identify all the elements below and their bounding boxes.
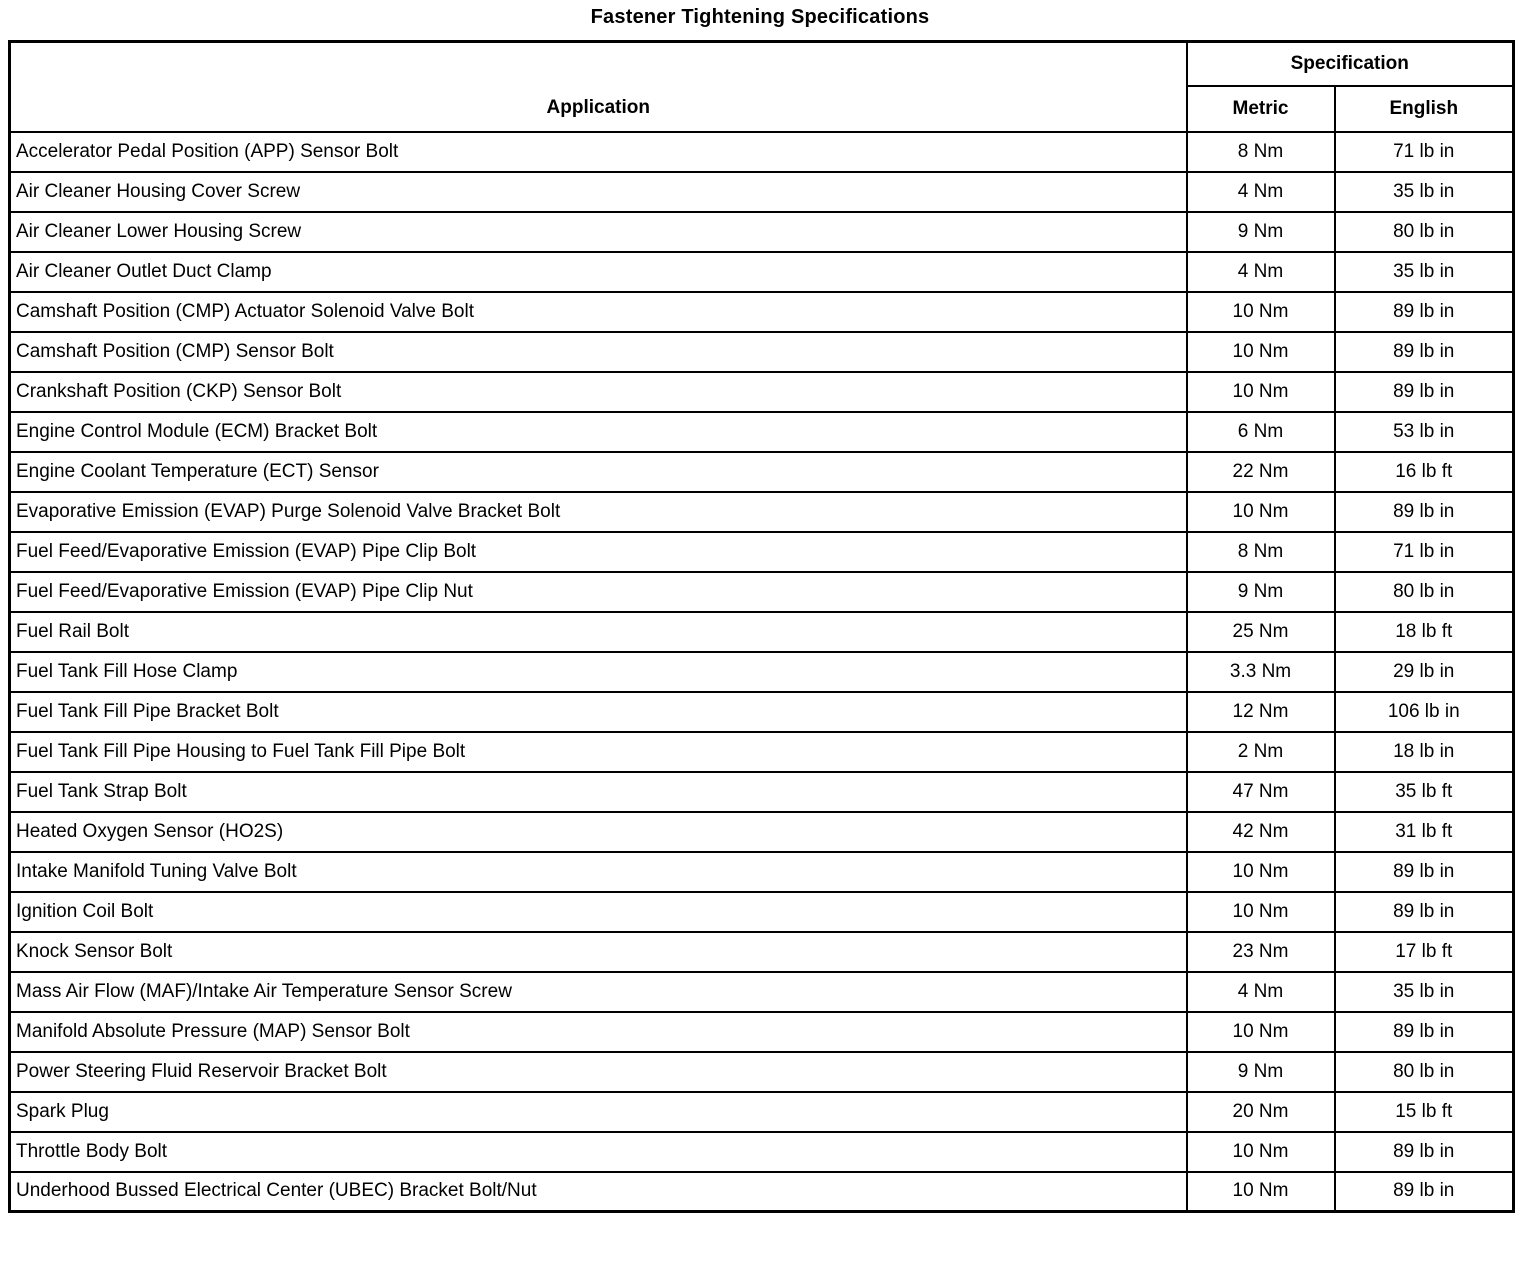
cell-metric: 20 Nm [1187, 1092, 1335, 1132]
cell-application: Engine Coolant Temperature (ECT) Sensor [10, 452, 1187, 492]
table-row [10, 1132, 1514, 1172]
cell-application: Underhood Bussed Electrical Center (UBEC) Bracket Bolt/Nut [10, 1172, 1187, 1212]
cell-english: 89 lb in [1335, 492, 1514, 532]
table-row [10, 812, 1514, 852]
cell-metric: 10 Nm [1187, 492, 1335, 532]
table-row [10, 572, 1514, 612]
table-row [10, 732, 1514, 772]
table-row [10, 932, 1514, 972]
table-row [10, 172, 1514, 212]
cell-application: Crankshaft Position (CKP) Sensor Bolt [10, 372, 1187, 412]
cell-english: 29 lb in [1335, 652, 1514, 692]
cell-application: Camshaft Position (CMP) Actuator Solenoid Valve Bolt [10, 292, 1187, 332]
cell-metric: 10 Nm [1187, 892, 1335, 932]
cell-metric: 12 Nm [1187, 692, 1335, 732]
cell-english: 18 lb ft [1335, 612, 1514, 652]
cell-metric: 25 Nm [1187, 612, 1335, 652]
table-row [10, 1012, 1514, 1052]
table-row [10, 372, 1514, 412]
cell-english: 89 lb in [1335, 1172, 1514, 1212]
cell-application: Intake Manifold Tuning Valve Bolt [10, 852, 1187, 892]
cell-metric: 8 Nm [1187, 132, 1335, 172]
table-row [10, 972, 1514, 1012]
cell-application: Heated Oxygen Sensor (HO2S) [10, 812, 1187, 852]
table-row [10, 652, 1514, 692]
cell-english: 80 lb in [1335, 572, 1514, 612]
cell-application: Fuel Tank Strap Bolt [10, 772, 1187, 812]
cell-metric: 4 Nm [1187, 172, 1335, 212]
header-metric: Metric [1187, 86, 1335, 132]
cell-english: 71 lb in [1335, 132, 1514, 172]
table-row [10, 772, 1514, 812]
table-row [10, 612, 1514, 652]
cell-application: Fuel Feed/Evaporative Emission (EVAP) Pipe Clip Nut [10, 572, 1187, 612]
cell-application: Camshaft Position (CMP) Sensor Bolt [10, 332, 1187, 372]
cell-metric: 4 Nm [1187, 252, 1335, 292]
cell-application: Mass Air Flow (MAF)/Intake Air Temperature Sensor Screw [10, 972, 1187, 1012]
cell-application: Manifold Absolute Pressure (MAP) Sensor Bolt [10, 1012, 1187, 1052]
cell-english: 89 lb in [1335, 892, 1514, 932]
cell-metric: 10 Nm [1187, 1012, 1335, 1052]
cell-english: 89 lb in [1335, 1132, 1514, 1172]
table-row [10, 492, 1514, 532]
table-row [10, 852, 1514, 892]
header-application: Application [10, 42, 1187, 132]
cell-application: Evaporative Emission (EVAP) Purge Solenoid Valve Bracket Bolt [10, 492, 1187, 532]
cell-english: 80 lb in [1335, 212, 1514, 252]
cell-english: 53 lb in [1335, 412, 1514, 452]
table-row [10, 1092, 1514, 1132]
table-row [10, 452, 1514, 492]
cell-english: 89 lb in [1335, 292, 1514, 332]
cell-metric: 23 Nm [1187, 932, 1335, 972]
cell-english: 71 lb in [1335, 532, 1514, 572]
cell-metric: 3.3 Nm [1187, 652, 1335, 692]
header-specification: Specification [1187, 42, 1514, 86]
cell-metric: 10 Nm [1187, 372, 1335, 412]
table-row [10, 292, 1514, 332]
cell-english: 106 lb in [1335, 692, 1514, 732]
table-row [10, 332, 1514, 372]
cell-english: 35 lb in [1335, 172, 1514, 212]
table-row [10, 252, 1514, 292]
cell-english: 15 lb ft [1335, 1092, 1514, 1132]
table-row [10, 1172, 1514, 1212]
cell-metric: 8 Nm [1187, 532, 1335, 572]
table-row [10, 532, 1514, 572]
table-row [10, 892, 1514, 932]
cell-english: 35 lb in [1335, 972, 1514, 1012]
page-title: Fastener Tightening Specifications [590, 6, 930, 28]
cell-metric: 22 Nm [1187, 452, 1335, 492]
cell-english: 89 lb in [1335, 1012, 1514, 1052]
cell-english: 89 lb in [1335, 372, 1514, 412]
cell-english: 35 lb in [1335, 252, 1514, 292]
cell-application: Air Cleaner Lower Housing Screw [10, 212, 1187, 252]
cell-english: 16 lb ft [1335, 452, 1514, 492]
cell-metric: 9 Nm [1187, 212, 1335, 252]
table-row [10, 212, 1514, 252]
cell-english: 89 lb in [1335, 852, 1514, 892]
header-english: English [1335, 86, 1514, 132]
table-row [10, 132, 1514, 172]
cell-application: Fuel Tank Fill Hose Clamp [10, 652, 1187, 692]
cell-application: Engine Control Module (ECM) Bracket Bolt [10, 412, 1187, 452]
cell-application: Power Steering Fluid Reservoir Bracket Bolt [10, 1052, 1187, 1092]
cell-english: 31 lb ft [1335, 812, 1514, 852]
cell-metric: 47 Nm [1187, 772, 1335, 812]
cell-metric: 10 Nm [1187, 1172, 1335, 1212]
table-body [10, 132, 1514, 1212]
cell-metric: 4 Nm [1187, 972, 1335, 1012]
cell-application: Fuel Rail Bolt [10, 612, 1187, 652]
cell-application: Spark Plug [10, 1092, 1187, 1132]
cell-metric: 9 Nm [1187, 1052, 1335, 1092]
cell-application: Knock Sensor Bolt [10, 932, 1187, 972]
cell-metric: 10 Nm [1187, 332, 1335, 372]
table-row [10, 412, 1514, 452]
cell-application: Fuel Feed/Evaporative Emission (EVAP) Pipe Clip Bolt [10, 532, 1187, 572]
cell-metric: 10 Nm [1187, 852, 1335, 892]
table-row [10, 692, 1514, 732]
cell-english: 80 lb in [1335, 1052, 1514, 1092]
cell-application: Accelerator Pedal Position (APP) Sensor Bolt [10, 132, 1187, 172]
cell-application: Ignition Coil Bolt [10, 892, 1187, 932]
cell-application: Throttle Body Bolt [10, 1132, 1187, 1172]
cell-metric: 2 Nm [1187, 732, 1335, 772]
cell-english: 35 lb ft [1335, 772, 1514, 812]
cell-english: 17 lb ft [1335, 932, 1514, 972]
table-header [10, 42, 1514, 132]
header-row-specification [10, 42, 1514, 86]
cell-metric: 6 Nm [1187, 412, 1335, 452]
cell-english: 18 lb in [1335, 732, 1514, 772]
cell-application: Air Cleaner Outlet Duct Clamp [10, 252, 1187, 292]
cell-english: 89 lb in [1335, 332, 1514, 372]
cell-metric: 42 Nm [1187, 812, 1335, 852]
cell-metric: 10 Nm [1187, 292, 1335, 332]
cell-application: Fuel Tank Fill Pipe Housing to Fuel Tank Fill Pipe Bolt [10, 732, 1187, 772]
fastener-spec-table [8, 40, 1515, 1213]
cell-metric: 9 Nm [1187, 572, 1335, 612]
cell-metric: 10 Nm [1187, 1132, 1335, 1172]
cell-application: Air Cleaner Housing Cover Screw [10, 172, 1187, 212]
table-row [10, 1052, 1514, 1092]
cell-application: Fuel Tank Fill Pipe Bracket Bolt [10, 692, 1187, 732]
